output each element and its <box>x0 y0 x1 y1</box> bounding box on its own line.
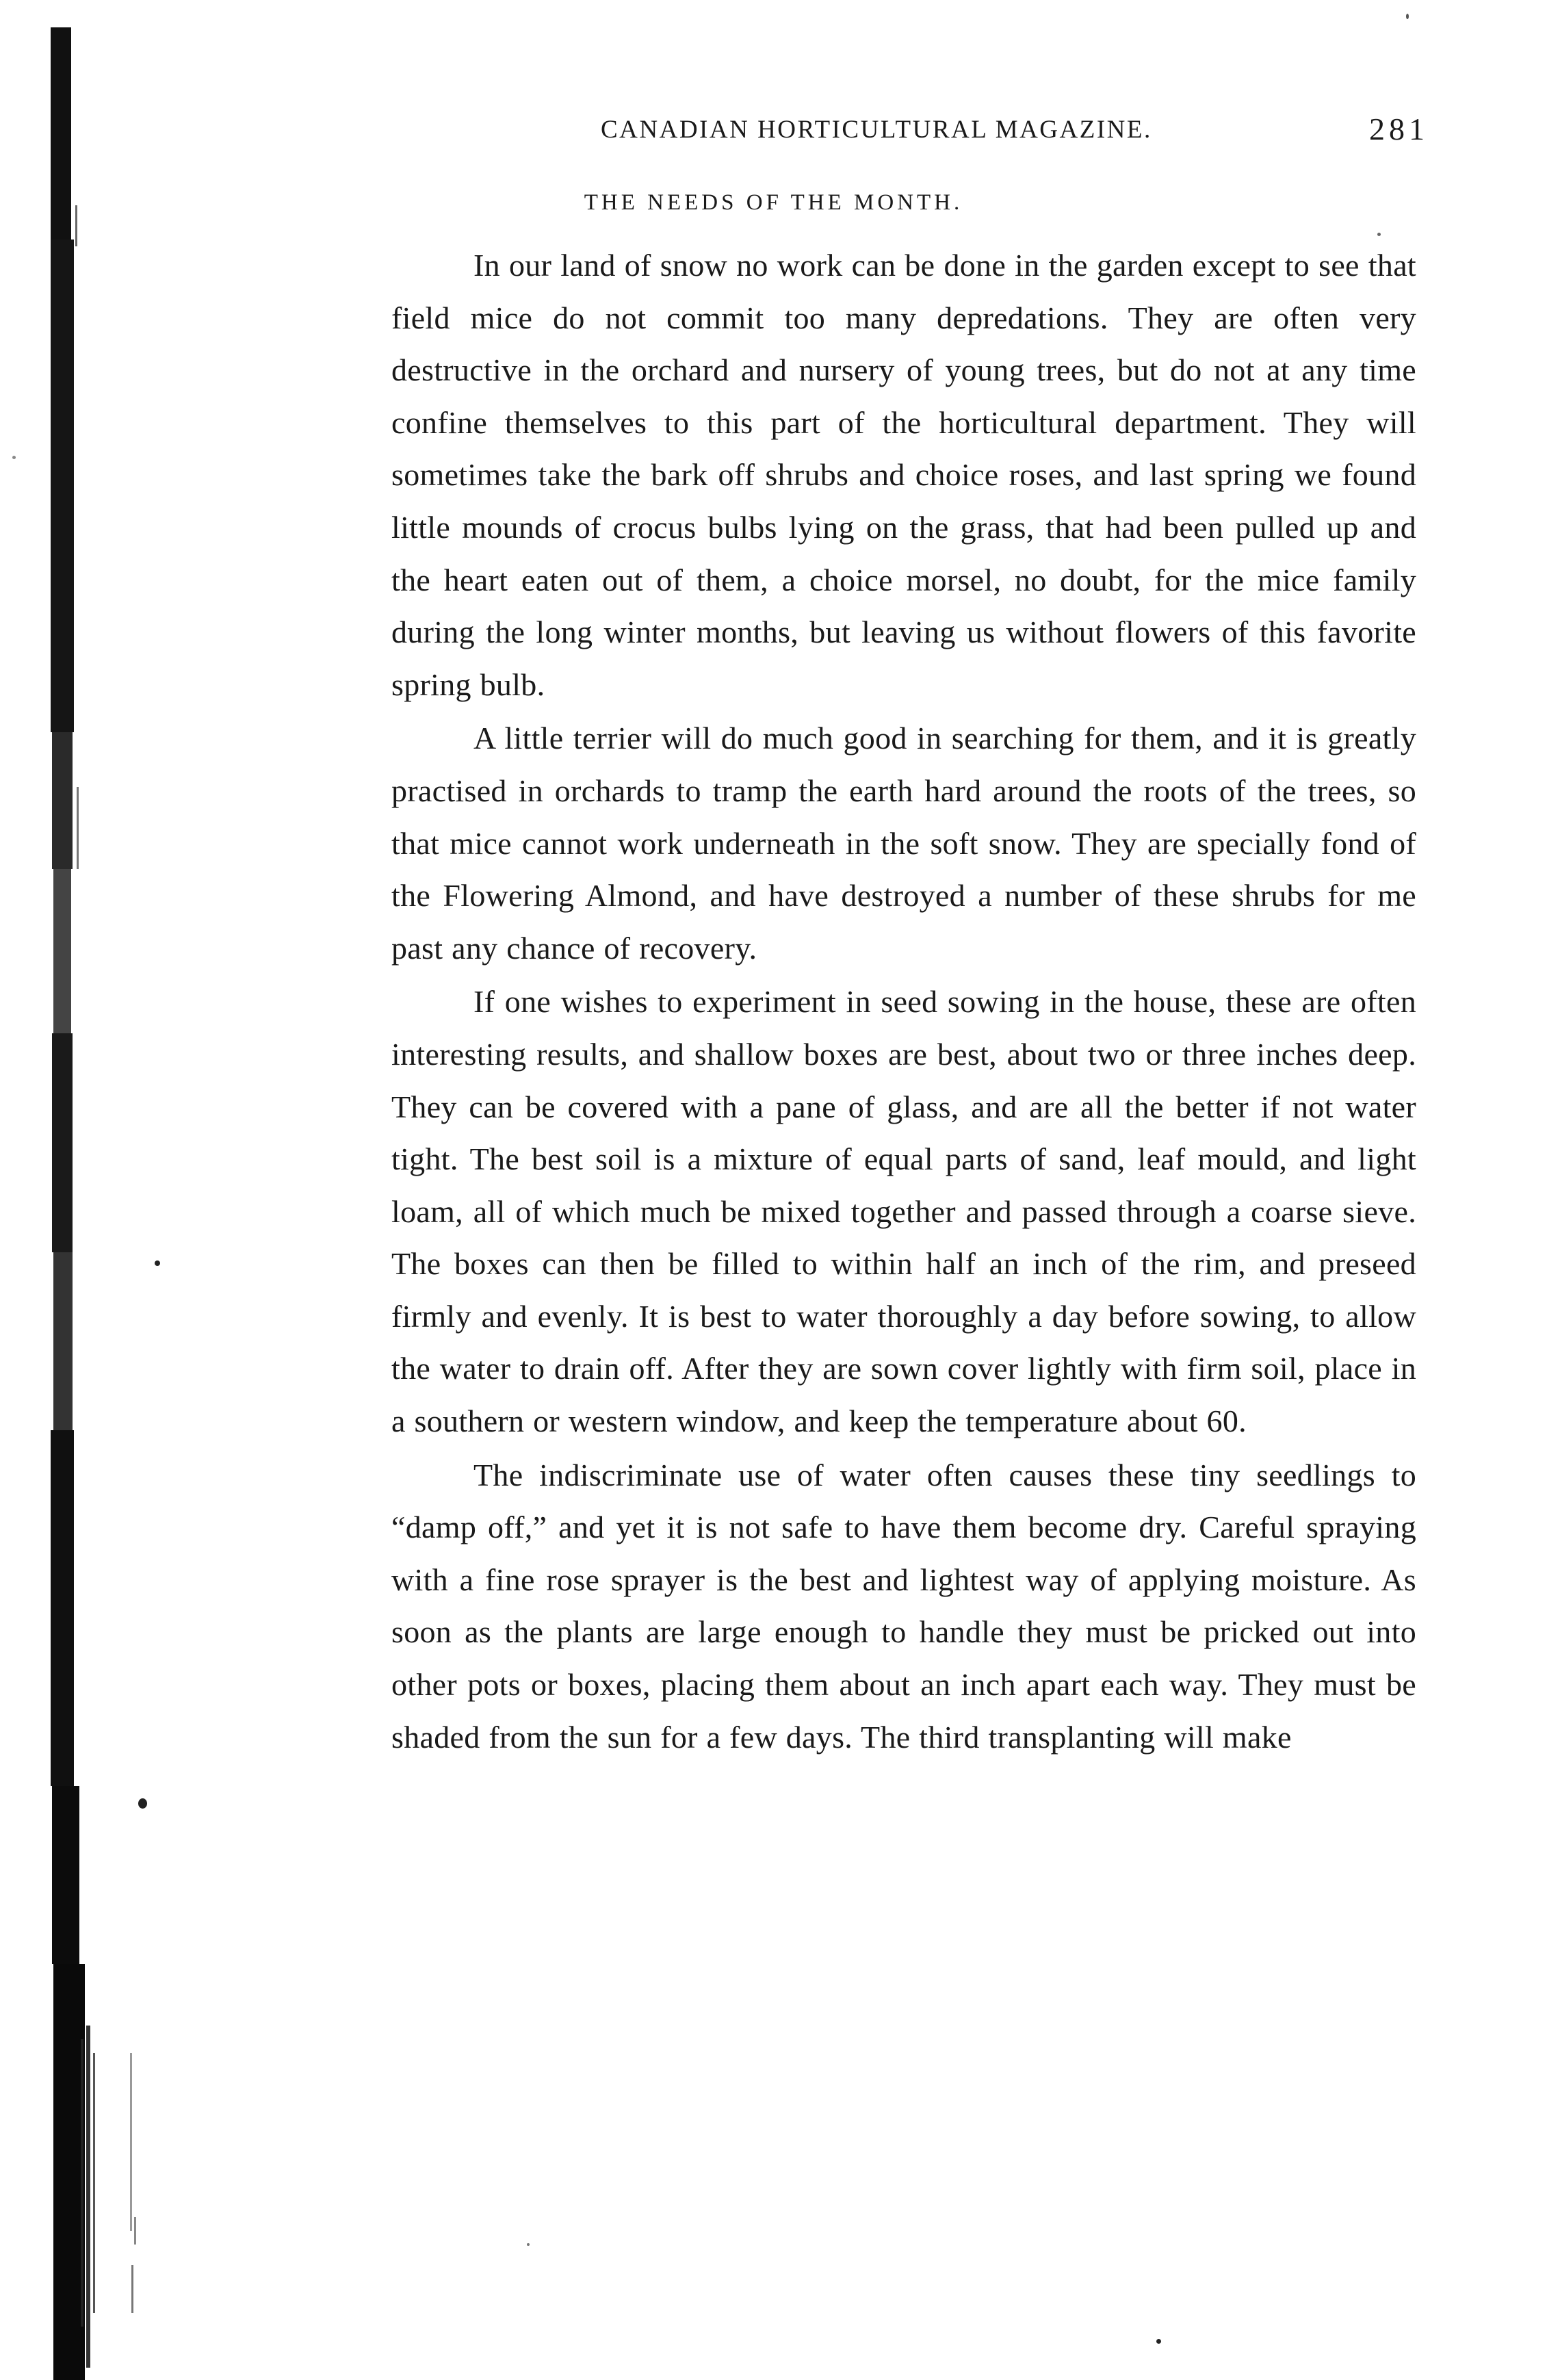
running-head <box>601 112 1429 156</box>
scan-speck <box>1156 2339 1161 2344</box>
scan-speck <box>1377 233 1381 236</box>
paragraph-field-mice: In our land of snow no work can be done in the garden except to see that field mice do not commit too many depredations. They are often very destructive in the orchard and nursery of young trees, but do not at any time confine themselves to this part of the horticultural department. They will sometimes take the bark off shrubs and choice roses, and last spring we found little mounds of crocus bulbs lying on the grass, that had been pulled up and the heart eaten out of them, a choice morsel, no doubt, for the mice family during the long winter months, but leaving us without flowers of this favorite spring bulb. <box>391 248 1416 702</box>
article-body <box>391 240 1416 1763</box>
scan-speck <box>138 1798 147 1809</box>
scan-speck <box>527 2243 530 2246</box>
section-title: THE NEEDS OF THE MONTH. <box>584 190 963 215</box>
paragraph-terrier: A little terrier will do much good in searching for them, and it is greatly practised in orchards to tramp the earth hard around the roots of the trees, so that mice cannot work underneath in the soft snow. They are specially fond of the Flowering Almond, and have destroyed a number of these shrubs for me past any chance of recovery. <box>391 721 1416 966</box>
binding-edge-shadow <box>0 0 164 2380</box>
scan-speck <box>12 456 16 459</box>
paragraph-watering-seedlings: The indiscriminate use of water often causes these tiny seedlings to “damp off,” and yet it is not safe to have them become dry. Careful spraying with a fine rose sprayer is the best and lightest way of applying moisture. As soon as the plants are large enough to handle they must be pricked out into other pots or boxes, placing them about an inch apart each way. They must be shaded from the sun for a few days. The third transplanting will make <box>391 1457 1416 1755</box>
scan-speck <box>1406 14 1409 19</box>
page-number: 281 <box>1369 112 1429 146</box>
paragraph-seed-sowing: If one wishes to experiment in seed sowing in the house, these are often interesting results, and shallow boxes are best, about two or three inches deep. They can be covered with a pane of glass, and are all the better if not water tight. The best soil is a mixture of equal parts of sand, leaf mould, and light loam, all of which much be mixed together and passed through a coarse sieve. The boxes can then be filled to within half an inch of the rim, and preseed firmly and evenly. It is best to water thoroughly a day before sowing, to allow the water to drain off. After they are sown cover lightly with firm soil, place in a southern or western window, and keep the temperature about 60. <box>391 984 1416 1439</box>
journal-name: CANADIAN HORTICULTURAL MAGAZINE. <box>601 116 1152 144</box>
scan-speck <box>155 1260 160 1266</box>
